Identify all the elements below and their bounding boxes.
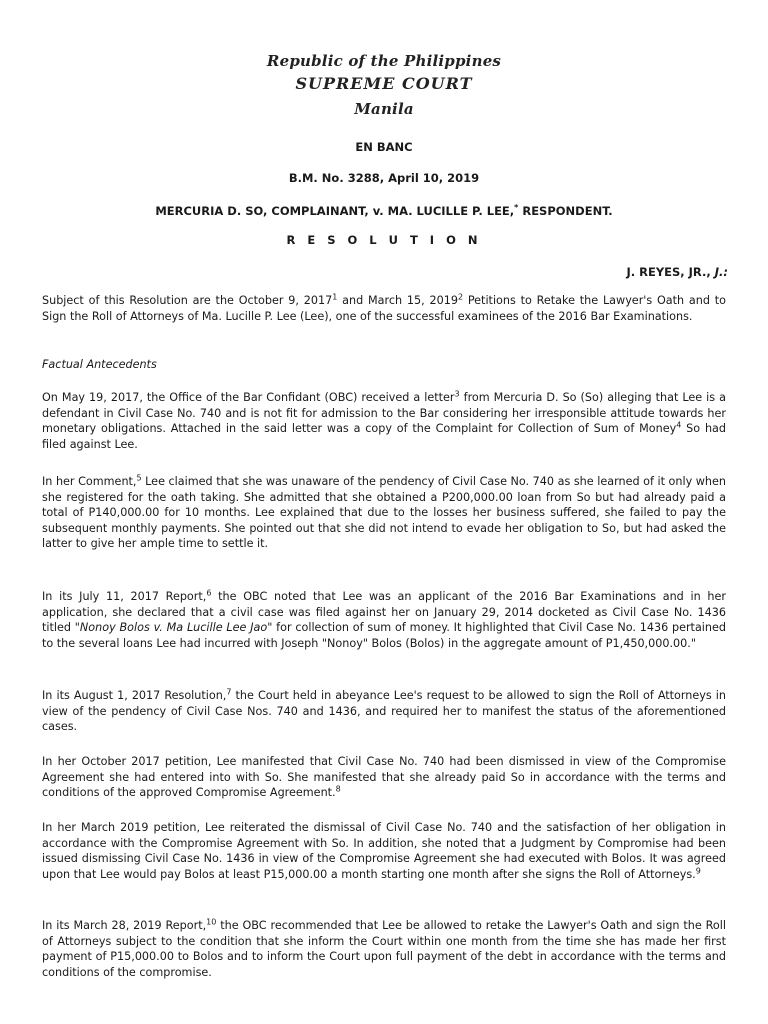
division-label: EN BANC <box>355 140 413 154</box>
ponente-suffix: J.: <box>714 265 728 279</box>
parties-tail: RESPONDENT. <box>518 203 613 218</box>
p3-text-c: So had filed against Lee. <box>42 422 727 451</box>
footnote-link[interactable]: 7 <box>226 687 232 697</box>
p4-text-b: Lee claimed that she was unaware of the pendency of Civil Case No. 740 as she learned of it only when she registered for the oath taking. She admitted that she obtained a P200,000.00 loan from So but had already paid a total of P140,000.00 for 10 months. Lee explained that due to the losses her business suffered, she failed to pay the subsequent monthly payments. She pointed out that she did not intend to evade her obligation to So, but had asked the latter to give her ample time to settle it. <box>42 475 726 551</box>
p9-text-a: In its March 28, 2019 Report, <box>42 919 207 932</box>
footnote-link[interactable]: 6 <box>206 588 212 598</box>
p3-text-a: On May 19, 2017, the Office of the Bar Confidant (OBC) received a letter <box>42 391 455 404</box>
paragraph-march-petition <box>42 820 726 882</box>
p8-text-a: In her March 2019 petition, Lee reiterated the dismissal of Civil Case No. 740 and the satisfaction of her obligation in accordance with the Compromise Agreement with So. In addition, she noted that a Judgment by Compromise had been issued dismissing Civil Case No. 1436 in view of the Compromise Agreement she had executed with Bolos. It was agreed upon that Lee would pay Bolos at least P15,000.00 a month starting one month after she signs the Roll of Attorneys. <box>42 821 726 881</box>
footnote-link[interactable]: 2 <box>457 292 464 302</box>
ponente-name: J. REYES, JR., <box>626 265 715 279</box>
paragraph-report-2019 <box>42 918 726 980</box>
case-number: B.M. No. 3288, April 10, 2019 <box>288 171 480 185</box>
document-type: R E S O L U T I O N <box>286 233 482 247</box>
case-title: Nonoy Bolos v. Ma Lucille Lee Jao <box>79 621 268 635</box>
supreme-court-heading: SUPREME COURT <box>295 74 473 93</box>
parties-text: MERCURIA D. SO, COMPLAINANT, v. MA. LUCILLE P. LEE, <box>155 203 515 218</box>
footnote-link[interactable]: 9 <box>695 866 701 876</box>
p3-text-b: from Mercuria D. So (So) alleging that Lee is a defendant in Civil Case No. 740 and is not fit for admission to the Bar considering her irresponsible attitude towards her monetary obligations. Attached in the said letter was a copy of the Complaint for Collection of Sum of Money <box>42 391 726 436</box>
manila-heading: Manila <box>354 100 414 118</box>
p7-text-a: In her October 2017 petition, Lee manifested that Civil Case No. 740 had been dismissed in view of the Compromise Agreement she had entered into with So. She manifested that she already paid So in accordance with the terms and conditions of the approved Compromise Agreement. <box>42 755 726 800</box>
paragraph-october-petition <box>42 754 726 801</box>
p1-text-a: Subject of this Resolution are the October 9, 2017 <box>42 294 333 307</box>
footnote-link[interactable]: 10 <box>206 917 217 927</box>
ponente <box>626 265 728 279</box>
p9-text-b: the OBC recommended that Lee be allowed to retake the Lawyer's Oath and sign the Roll of Attorneys subject to the condition that she inform the Court within one month from the time she has made her first payment of P15,000.00 to Bolos and to inform the Court upon full payment of the debt in accordance with the terms and conditions of the compromise. <box>42 919 726 979</box>
p6-text-a: In its August 1, 2017 Resolution, <box>42 689 227 702</box>
p1-text-c: Petitions to Retake the Lawyer's Oath and to Sign the Roll of Attorneys of Ma. Lucille P. Lee (Lee), one of the successful examinees of the 2016 Bar Examinations. <box>42 294 727 323</box>
paragraph-report-2017 <box>42 589 726 651</box>
p4-text-a: In her Comment, <box>42 475 137 488</box>
section-heading: Factual Antecedents <box>42 358 157 371</box>
case-parties <box>0 203 768 218</box>
paragraph-letter <box>42 390 726 452</box>
footnote-link[interactable]: 4 <box>676 420 682 430</box>
footnote-link[interactable]: 5 <box>136 473 142 483</box>
parties-footnote-mark[interactable]: * <box>514 203 519 212</box>
p5-text-c: " for collection of sum of money. It highlighted that Civil Case No. 1436 pertained to the several loans Lee had incurred with Joseph "Nonoy" Bolos (Bolos) in the aggregate amount of P1,450,000.00." <box>42 621 726 650</box>
footnote-link[interactable]: 8 <box>335 784 341 794</box>
republic-heading: Republic of the Philippines <box>266 52 502 70</box>
paragraph-resolution-2017 <box>42 688 726 735</box>
p1-text-b: and March 15, 2019 <box>337 294 458 307</box>
footnote-link[interactable]: 1 <box>332 292 338 302</box>
paragraph-comment <box>42 474 726 552</box>
p5-text-a: In its July 11, 2017 Report, <box>42 590 207 603</box>
paragraph-subject <box>42 293 726 324</box>
p6-text-b: the Court held in abeyance Lee's request to be allowed to sign the Roll of Attorneys in view of the pendency of Civil Case Nos. 740 and 1436, and required her to manifest the status of the aforementioned cases. <box>42 689 726 734</box>
footnote-link[interactable]: 3 <box>454 389 460 399</box>
p5-text-b: the OBC noted that Lee was an applicant of the 2016 Bar Examinations and in her application, she declared that a civil case was filed against her on January 29, 2014 docketed as Civil Case No. 1436 titled " <box>42 590 726 635</box>
